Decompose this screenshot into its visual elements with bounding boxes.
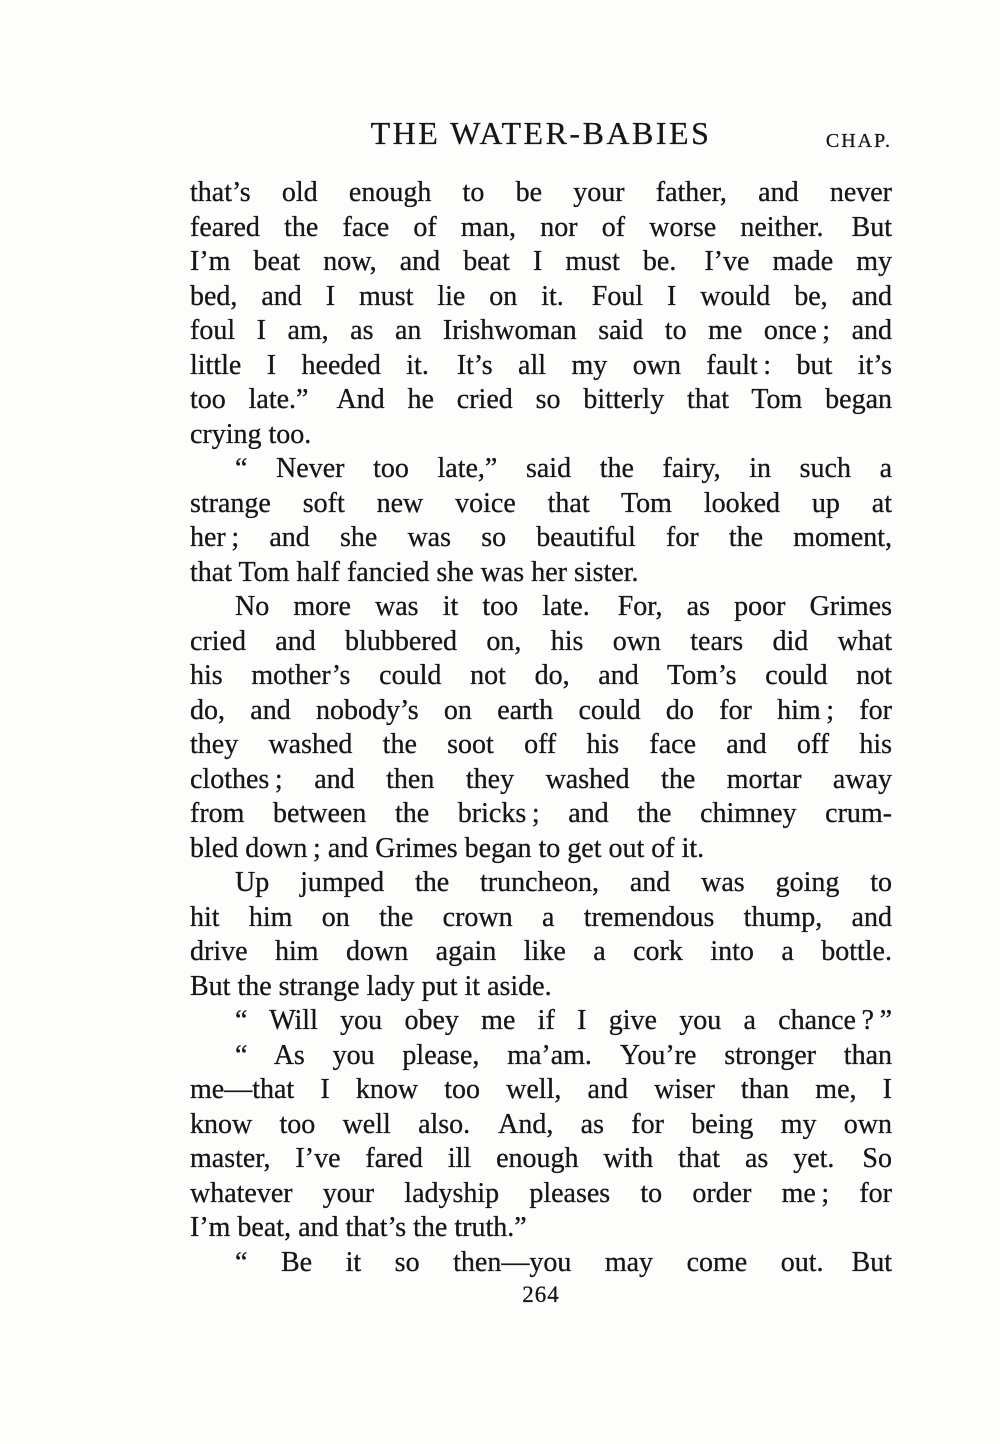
- text-line: “ Will you obey me if I give you a chance ? ”: [235, 1005, 892, 1036]
- text-line: “ Never too late,” said the fairy, in such a: [235, 453, 892, 484]
- text-line: strange soft new voice that Tom looked up at: [190, 487, 892, 519]
- text-line: master, I’ve fared ill enough with that as yet. So: [190, 1143, 892, 1174]
- text-line: bled down ; and Grimes began to get out of it.: [190, 832, 705, 864]
- chapter-marker: CHAP.: [825, 130, 892, 152]
- text-line: Up jumped the truncheon, and was going to: [235, 867, 892, 898]
- text-line: from between the bricks ; and the chimney crum-: [190, 798, 892, 829]
- page-title: THE WATER-BABIES: [370, 115, 712, 151]
- text-line: I’m beat, and that’s the truth.”: [190, 1212, 527, 1243]
- text-line: that Tom half fancied she was her sister.: [190, 556, 639, 588]
- text-line: little I heeded it. It’s all my own fault : but it’s: [190, 349, 892, 381]
- text-line: “ As you please, ma’am. You’re stronger than: [235, 1039, 892, 1071]
- text-line: his mother’s could not do, and Tom’s could not: [190, 660, 892, 691]
- running-header: [190, 112, 892, 154]
- text-line: that’s old enough to be your father, and never: [190, 177, 892, 208]
- page-number: 264: [522, 1282, 560, 1307]
- text-line: No more was it too late. For, as poor Grimes: [235, 591, 892, 622]
- text-line: But the strange lady put it aside.: [190, 970, 552, 1002]
- text-line: too late.” And he cried so bitterly that Tom began: [190, 384, 892, 415]
- text-line: “ Be it so then—you may come out. But: [235, 1246, 892, 1278]
- text-line: her ; and she was so beautiful for the moment,: [190, 522, 892, 553]
- text-line: hit him on the crown a tremendous thump, and: [190, 901, 892, 933]
- text-line: bed, and I must lie on it. Foul I would be, and: [190, 280, 892, 312]
- text-line: cried and blubbered on, his own tears did what: [190, 625, 892, 657]
- text-line: crying too.: [190, 418, 312, 450]
- text-line: drive him down again like a cork into a bottle.: [190, 936, 892, 967]
- text-line: clothes ; and then they washed the mortar away: [190, 763, 892, 795]
- text-line: do, and nobody’s on earth could do for him ; for: [190, 694, 892, 726]
- page-body: [190, 176, 892, 1280]
- text-line: me—that I know too well, and wiser than me, I: [190, 1074, 892, 1105]
- text-line: feared the face of man, nor of worse neither. But: [190, 211, 892, 243]
- text-line: they washed the soot off his face and off his: [190, 729, 892, 760]
- text-line: foul I am, as an Irishwoman said to me once ; and: [190, 315, 892, 346]
- text-line: whatever your ladyship pleases to order me ; for: [190, 1177, 892, 1209]
- text-line: I’m beat now, and beat I must be. I’ve made my: [190, 246, 892, 277]
- text-line: know too well also. And, as for being my own: [190, 1108, 892, 1140]
